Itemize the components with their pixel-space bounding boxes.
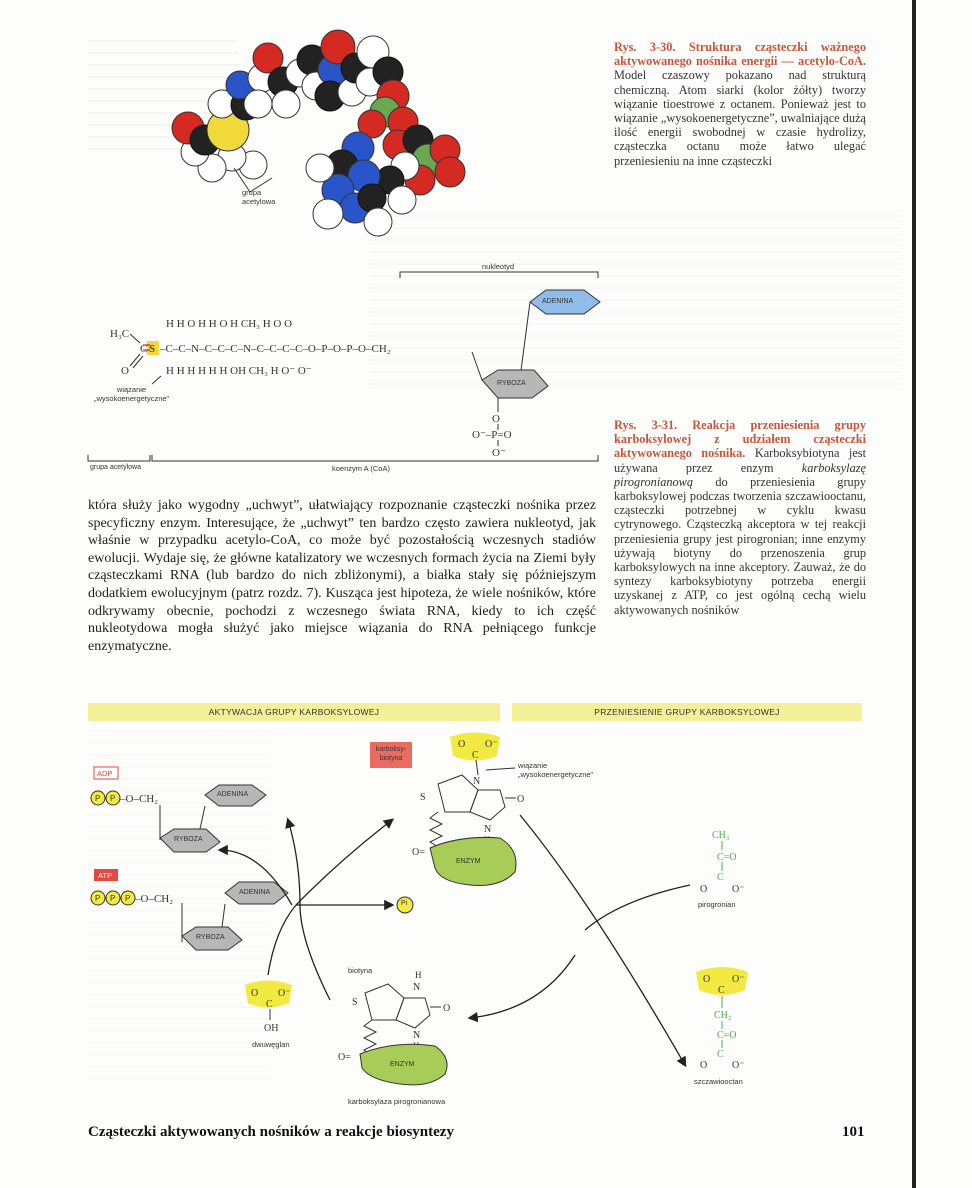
svg-text:O: O (703, 974, 711, 985)
label-ribose-adp: RYBOZA (174, 836, 203, 843)
label-nucleotide: nukleotyd (482, 262, 515, 271)
oxaloacetate-chain (714, 996, 737, 1060)
pyruvate-structure (712, 830, 737, 883)
svg-text:O: O (251, 988, 259, 999)
arrow-biotin-to-carboxybiotin (288, 820, 330, 1000)
svg-text:P: P (95, 794, 101, 803)
label-adenine-atp: ADENINA (239, 889, 271, 896)
svg-text:N: N (484, 824, 492, 835)
caption-3-31-text-b: do przeniesienia grupy karboksylowej podczas tworzenia szczawiooctanu, cząsteczki potrzebnej w cyklu kwasu cytrynowego. Cząsteczką akceptora w tej reakcji przeniesienia grupy jest pirogronian; inne enzymy używają biotyny do przenoszenia grup karboksylowych na inne akceptory. Zauważ, że do syntezy karboksybiotyny potrzeba energii uzyskanej z ATP, co jest ogólną cechą wielu aktywowanych nośników (614, 474, 866, 617)
arrow-to-carboxybiotin (296, 820, 392, 905)
label-coenzyme-a: koenzym A (CoA) (332, 464, 390, 473)
svg-text:O: O (458, 739, 466, 750)
svg-text:O: O (517, 794, 525, 805)
label-carboxybiotin: karboksy- biotyna (375, 746, 407, 762)
label-adp: ADP (97, 769, 113, 778)
svg-text:C: C (472, 750, 479, 761)
svg-text:OH: OH (264, 1023, 279, 1034)
svg-text:P: P (95, 894, 101, 903)
label-ribose-atp: RYBOZA (196, 934, 225, 941)
svg-text:C: C (717, 1049, 724, 1060)
svg-text:O=: O= (338, 1052, 351, 1063)
caption-3-31-enzyme-italic: karboksylazę pirogronianową (614, 460, 866, 489)
label-high-energy-bond-331: wiązanie „wysokoenergetyczne” (518, 761, 594, 779)
svg-text:C: C (717, 872, 724, 883)
svg-text:S: S (352, 997, 358, 1008)
svg-text:O⁻: O⁻ (732, 974, 745, 985)
label-ribose-330: RYBOZA (497, 380, 526, 387)
svg-text:O: O (700, 1060, 708, 1071)
svg-text:C: C (140, 343, 148, 355)
svg-text:S: S (420, 792, 426, 803)
svg-text:N: N (473, 776, 481, 787)
caption-3-31-text-a: Karboksybiotyna jest używana przez enzym (614, 446, 866, 475)
label-pyruvate-carboxylase: karboksylaza pirogronianowa (348, 1097, 446, 1106)
label-atp: ATP (98, 871, 113, 880)
label-bicarbonate: dwuwęglan (252, 1040, 290, 1049)
label-high-energy-bond-330: wiązanie „wysokoenergetyczne” (94, 385, 170, 403)
page-number: 101 (842, 1124, 865, 1140)
svg-text:C=O: C=O (717, 852, 737, 863)
arrow-return-biotin (470, 955, 575, 1018)
svg-text:O: O (700, 884, 708, 895)
svg-text:O⁻: O⁻ (492, 447, 506, 459)
band-carboxyl-activation: AKTYWACJA GRUPY KARBOKSYLOWEJ (88, 703, 500, 721)
svg-text:P: P (110, 894, 116, 903)
label-enzyme-bottom: ENZYM (390, 1061, 415, 1068)
label-acetyl-group-bottom: grupa acetylowa (90, 464, 141, 471)
svg-text:CH₂: CH₂ (714, 1010, 732, 1021)
svg-text:H H O H H O H: H H O H H O H CH₃ H O O (166, 318, 293, 330)
svg-text:N: N (413, 1030, 421, 1041)
svg-text:O⁻: O⁻ (732, 884, 745, 895)
label-biotin: biotyna (348, 966, 373, 975)
label-adenine-330: ADENINA (542, 298, 574, 305)
label-acetyl-group-top: grupa acetylowa (242, 188, 276, 206)
svg-text:H: H (415, 970, 422, 980)
caption-3-30-text: Model czaszowy pokazano nad strukturą chemiczną. Atom siarki (kolor żółty) tworzy wiązanie tioestrowe z octanem. Ponieważ jest to wiązanie „wysokoenergetyczne”, uwalniające dużą ilość energii swobodnej w czasie hydrolizy, cząsteczka octanu może łatwo ulegać przeniesieniu na inne cząsteczki (614, 68, 866, 168)
svg-text:O: O (121, 365, 129, 377)
svg-text:–C–C–N–C–C–C–N–C–C–C–C–O–P–O–P: –C–C–N–C–C–C–N–C–C–C–C–O–P–O–P–O–CH₂ (160, 343, 391, 355)
svg-text:–O–CH₂: –O–CH₂ (135, 893, 174, 905)
svg-text:O⁻: O⁻ (732, 1060, 745, 1071)
label-oxaloacetate: szczawiooctan (694, 1077, 743, 1086)
svg-text:H₃C: H₃C (110, 328, 130, 340)
svg-text:C: C (266, 999, 273, 1010)
svg-text:P: P (125, 894, 131, 903)
svg-text:O: O (492, 413, 500, 425)
body-paragraph: która służy jako wygodny „uchwyt”, ułatwiający rozpoznanie cząsteczki nośnika przez specyficzny enzym. Interesujące, że „uchwyt” ten bardzo często zawiera nukleotyd, jak właśnie w przypadku acetylo-CoA, co może być pozostałością wczesnych stadiów ewolucji. Wydaje się, że główne katalizatory we wczesnych formach życia na Ziemi były cząsteczkami RNA (lub bardzo do nich zbliżonymi), a białka stały się późniejszym dodatkiem ewolucyjnym (patrz rozdz. 7). Kusząca jest hipoteza, że wiele nośników, które odkrywamy obecnie, pochodzi z wczesnego świata RNA, kiedy to ich część nukleotydowa mogła służyć jako miejsce wiązania do RNA pełniącego funkcje enzymatyczne. (88, 498, 596, 654)
svg-text:–O–CH₂: –O–CH₂ (120, 793, 159, 805)
svg-text:S: S (149, 343, 156, 355)
caption-3-31-title: Rys. 3-31. Reakcja przeniesienia grupy karboksylowej z udziałem cząsteczki aktywowanego nośnika. (614, 418, 866, 461)
svg-text:O⁻–P=O: O⁻–P=O (472, 429, 512, 441)
svg-text:H H H H H H OH: H H H H H H OH CH₃ H O⁻ O⁻ (166, 365, 312, 377)
svg-text:O: O (443, 1003, 451, 1014)
arrow-pyruvate-in (585, 885, 690, 930)
running-footer-title: Cząsteczki aktywowanych nośników a reakcje biosyntezy (88, 1124, 454, 1140)
label-pi: Pi (401, 900, 408, 907)
band-carboxyl-transfer: PRZENIESIENIE GRUPY KARBOKSYLOWEJ (512, 703, 862, 721)
label-enzyme-top: ENZYM (456, 858, 481, 865)
svg-text:N: N (413, 982, 421, 993)
label-pyruvate: pirogronian (698, 900, 736, 909)
svg-text:O=: O= (412, 847, 425, 858)
label-adenine-adp: ADENINA (217, 791, 249, 798)
svg-text:O⁻: O⁻ (278, 988, 291, 999)
svg-text:O⁻: O⁻ (485, 739, 498, 750)
svg-text:P: P (110, 794, 116, 803)
arrow-bicarbonate-in (268, 905, 296, 975)
caption-3-30-title: Rys. 3-30. Struktura cząsteczki ważnego aktywowanego nośnika energii — acetylo-CoA. (614, 40, 866, 69)
svg-text:CH₃: CH₃ (712, 830, 730, 841)
svg-text:C: C (718, 985, 725, 996)
arrow-carboxyl-transfer (520, 815, 685, 1065)
svg-text:C=O: C=O (717, 1030, 737, 1041)
